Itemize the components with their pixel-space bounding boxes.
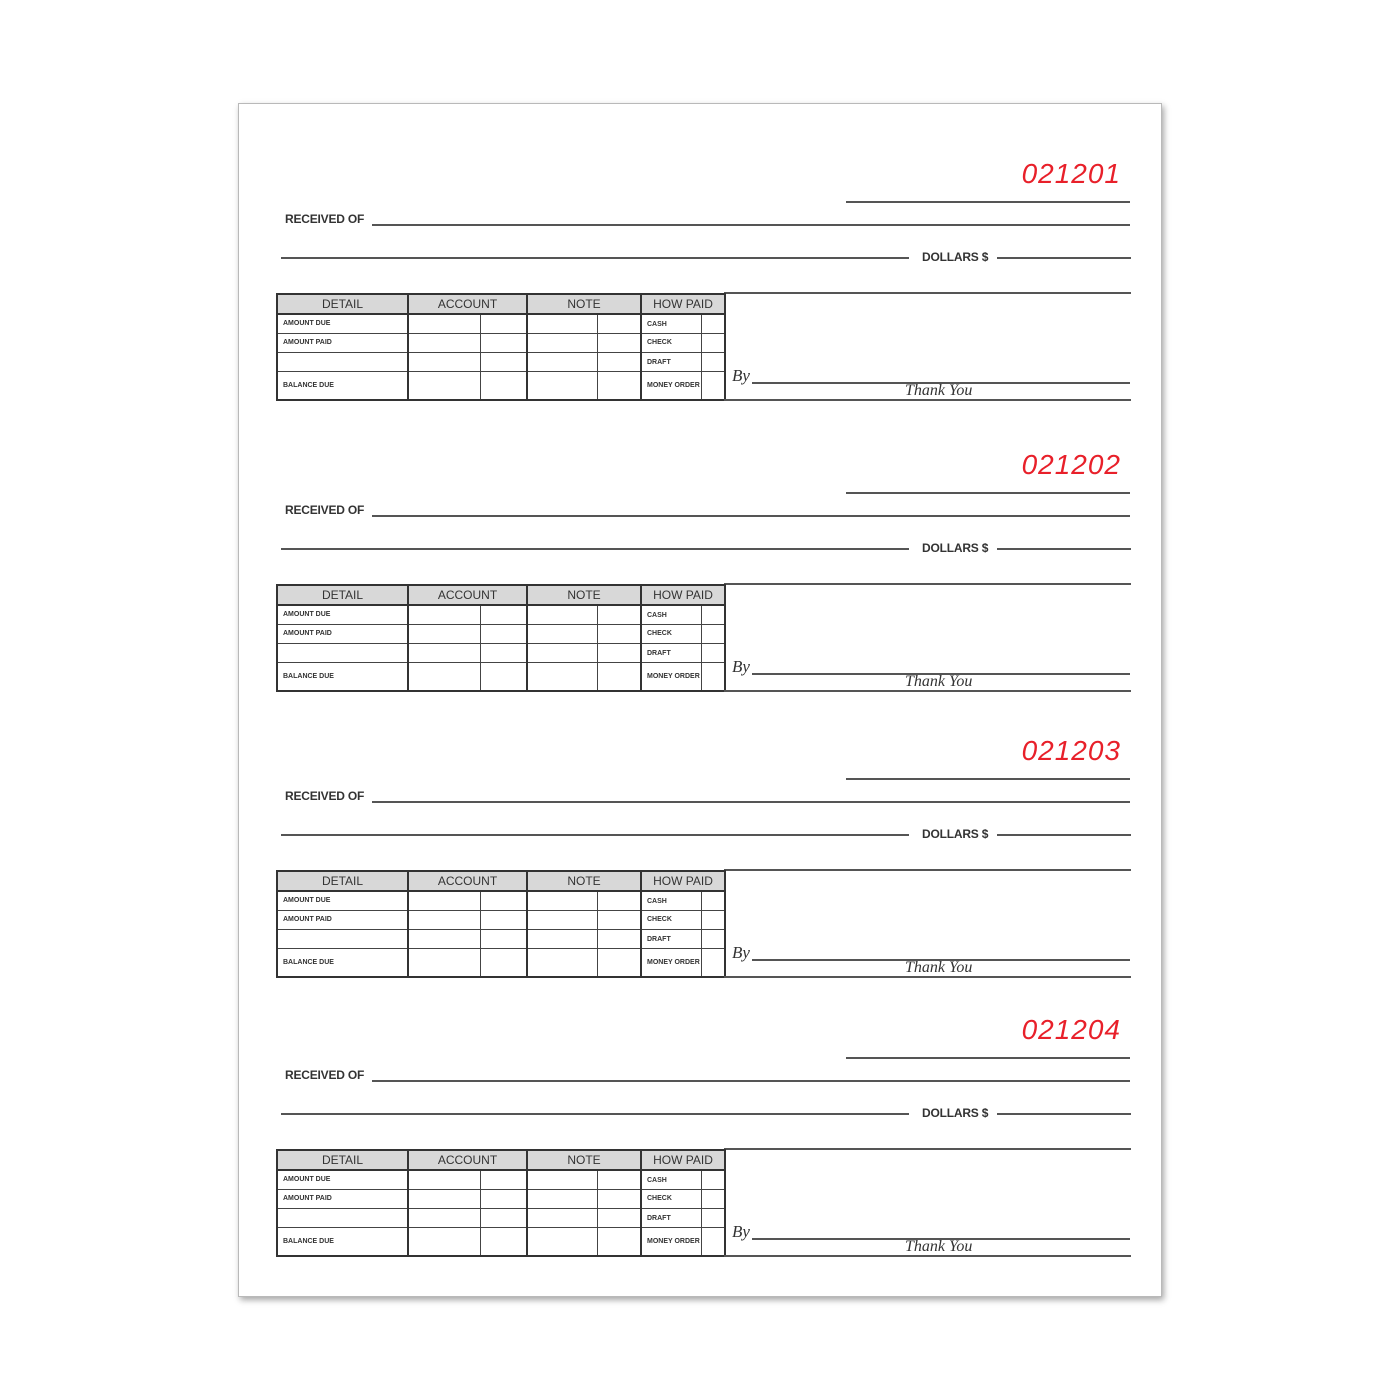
how-paid-cell[interactable]: CHECK (641, 910, 701, 929)
how-paid-check-box[interactable] (701, 1209, 725, 1228)
by-label: By (732, 657, 750, 676)
receipt (239, 681, 1161, 976)
thank-you-text: Thank You (905, 673, 973, 690)
how-paid-check-box[interactable] (701, 605, 725, 624)
receipt (239, 104, 1161, 399)
divider-line (724, 869, 1131, 871)
note-cell[interactable] (597, 605, 641, 624)
how-paid-cell[interactable]: CASH (641, 314, 701, 333)
detail-cell[interactable]: AMOUNT DUE (277, 314, 408, 333)
how-paid-check-box[interactable] (701, 930, 725, 949)
note-cell[interactable] (597, 1228, 641, 1256)
how-paid-check-box[interactable] (701, 644, 725, 663)
how-paid-cell[interactable]: CHECK (641, 624, 701, 643)
receipt-number: 021201 (1021, 158, 1121, 189)
table-row (277, 353, 725, 372)
table-header-row (277, 294, 725, 314)
detail-cell[interactable] (277, 1209, 408, 1228)
how-paid-cell[interactable]: CASH (641, 891, 701, 910)
account-cell[interactable] (480, 605, 527, 624)
how-paid-header: HOW PAID (641, 294, 725, 314)
detail-cell[interactable]: BALANCE DUE (277, 949, 408, 977)
detail-cell[interactable]: AMOUNT DUE (277, 605, 408, 624)
table-row (277, 314, 725, 333)
how-paid-header: HOW PAID (641, 1150, 725, 1170)
how-paid-check-box[interactable] (701, 333, 725, 352)
how-paid-check-box[interactable] (701, 891, 725, 910)
number-underline (846, 1057, 1130, 1059)
how-paid-check-box[interactable] (701, 624, 725, 643)
note-cell[interactable] (597, 1189, 641, 1208)
detail-cell[interactable] (277, 644, 408, 663)
how-paid-check-box[interactable] (701, 1189, 725, 1208)
how-paid-check-box[interactable] (701, 1228, 725, 1256)
how-paid-cell[interactable]: DRAFT (641, 1209, 701, 1228)
number-underline (846, 778, 1130, 780)
note-cell[interactable] (527, 333, 597, 352)
how-paid-cell[interactable]: MONEY ORDER (641, 949, 701, 977)
detail-cell[interactable]: AMOUNT PAID (277, 1189, 408, 1208)
note-cell[interactable] (597, 644, 641, 663)
divider-line (724, 583, 1131, 585)
table-header-row (277, 1150, 725, 1170)
account-cell[interactable] (480, 910, 527, 929)
note-cell[interactable] (597, 930, 641, 949)
table-row (277, 644, 725, 663)
note-cell[interactable] (597, 1209, 641, 1228)
account-header: ACCOUNT (408, 294, 527, 314)
note-cell[interactable] (527, 314, 597, 333)
how-paid-check-box[interactable] (701, 1170, 725, 1189)
note-cell[interactable] (527, 930, 597, 949)
divider-line (724, 1148, 1131, 1150)
account-cell[interactable] (408, 1228, 480, 1256)
note-cell[interactable] (527, 1228, 597, 1256)
detail-cell[interactable]: BALANCE DUE (277, 663, 408, 691)
note-cell[interactable] (527, 891, 597, 910)
detail-cell[interactable]: AMOUNT DUE (277, 1170, 408, 1189)
account-cell[interactable] (408, 1209, 480, 1228)
table-row (277, 333, 725, 352)
number-underline (846, 492, 1130, 494)
amount-words-field[interactable] (281, 834, 909, 836)
table-row (277, 1209, 725, 1228)
note-header: NOTE (527, 1150, 641, 1170)
receipt (239, 960, 1161, 1255)
how-paid-check-box[interactable] (701, 910, 725, 929)
divider-line (724, 292, 1131, 294)
table-row (277, 1170, 725, 1189)
amount-words-field[interactable] (281, 548, 909, 550)
detail-cell[interactable] (277, 353, 408, 372)
payment-table (276, 584, 726, 692)
note-cell[interactable] (527, 910, 597, 929)
amount-words-field[interactable] (281, 257, 909, 259)
account-cell[interactable] (480, 333, 527, 352)
receipt-book-page (238, 103, 1162, 1297)
account-cell[interactable] (408, 624, 480, 643)
receipt-number: 021202 (1021, 449, 1121, 480)
account-cell[interactable] (408, 605, 480, 624)
by-label: By (732, 366, 750, 385)
dollars-label: DOLLARS $ (922, 541, 989, 555)
table-row (277, 1189, 725, 1208)
account-cell[interactable] (408, 644, 480, 663)
received-of-field[interactable] (372, 224, 1130, 226)
received-of-label: RECEIVED OF (285, 789, 365, 803)
how-paid-check-box[interactable] (701, 314, 725, 333)
detail-header: DETAIL (277, 294, 408, 314)
received-of-label: RECEIVED OF (285, 212, 365, 226)
account-cell[interactable] (480, 624, 527, 643)
received-of-field[interactable] (372, 515, 1130, 517)
account-cell[interactable] (408, 1170, 480, 1189)
how-paid-cell[interactable]: MONEY ORDER (641, 663, 701, 691)
note-cell[interactable] (527, 353, 597, 372)
account-cell[interactable] (408, 1189, 480, 1208)
note-cell[interactable] (597, 333, 641, 352)
note-cell[interactable] (527, 644, 597, 663)
dollars-field[interactable] (997, 1113, 1131, 1115)
how-paid-cell[interactable]: MONEY ORDER (641, 372, 701, 400)
dollars-field[interactable] (997, 834, 1131, 836)
table-row (277, 605, 725, 624)
amount-words-field[interactable] (281, 1113, 909, 1115)
how-paid-cell[interactable]: DRAFT (641, 353, 701, 372)
receipt (239, 395, 1161, 690)
detail-header: DETAIL (277, 871, 408, 891)
dollars-label: DOLLARS $ (922, 827, 989, 841)
account-cell[interactable] (480, 314, 527, 333)
how-paid-header: HOW PAID (641, 871, 725, 891)
detail-cell[interactable]: BALANCE DUE (277, 372, 408, 400)
account-cell[interactable] (408, 891, 480, 910)
table-row (277, 1228, 725, 1256)
detail-cell[interactable]: AMOUNT PAID (277, 910, 408, 929)
how-paid-header: HOW PAID (641, 585, 725, 605)
detail-cell[interactable]: AMOUNT PAID (277, 624, 408, 643)
account-cell[interactable] (408, 930, 480, 949)
account-cell[interactable] (480, 644, 527, 663)
account-cell[interactable] (480, 1189, 527, 1208)
note-cell[interactable] (597, 891, 641, 910)
note-cell[interactable] (527, 1209, 597, 1228)
received-of-label: RECEIVED OF (285, 1068, 365, 1082)
detail-cell[interactable]: BALANCE DUE (277, 1228, 408, 1256)
receipt-number: 021204 (1021, 1014, 1121, 1045)
how-paid-cell[interactable]: MONEY ORDER (641, 1228, 701, 1256)
note-header: NOTE (527, 294, 641, 314)
detail-cell[interactable]: AMOUNT DUE (277, 891, 408, 910)
detail-header: DETAIL (277, 585, 408, 605)
note-cell[interactable] (597, 314, 641, 333)
note-cell[interactable] (597, 1170, 641, 1189)
account-cell[interactable] (480, 353, 527, 372)
how-paid-cell[interactable]: CHECK (641, 1189, 701, 1208)
table-header-row (277, 585, 725, 605)
account-cell[interactable] (480, 1170, 527, 1189)
how-paid-cell[interactable]: DRAFT (641, 930, 701, 949)
account-cell[interactable] (480, 1209, 527, 1228)
account-cell[interactable] (480, 1228, 527, 1256)
dollars-label: DOLLARS $ (922, 1106, 989, 1120)
note-cell[interactable] (597, 624, 641, 643)
thank-you-text: Thank You (905, 382, 973, 399)
note-header: NOTE (527, 871, 641, 891)
note-header: NOTE (527, 585, 641, 605)
account-cell[interactable] (408, 353, 480, 372)
how-paid-check-box[interactable] (701, 353, 725, 372)
received-of-label: RECEIVED OF (285, 503, 365, 517)
table-row (277, 624, 725, 643)
account-cell[interactable] (480, 930, 527, 949)
payment-table (276, 1149, 726, 1257)
note-cell[interactable] (597, 353, 641, 372)
table-header-row (277, 871, 725, 891)
account-cell[interactable] (408, 910, 480, 929)
table-row (277, 930, 725, 949)
note-cell[interactable] (527, 1189, 597, 1208)
by-label: By (732, 943, 750, 962)
note-cell[interactable] (527, 605, 597, 624)
detail-header: DETAIL (277, 1150, 408, 1170)
account-cell[interactable] (408, 314, 480, 333)
note-cell[interactable] (527, 624, 597, 643)
how-paid-cell[interactable]: DRAFT (641, 644, 701, 663)
dollars-field[interactable] (997, 257, 1131, 259)
how-paid-cell[interactable]: CASH (641, 605, 701, 624)
account-cell[interactable] (408, 333, 480, 352)
account-cell[interactable] (480, 891, 527, 910)
detail-cell[interactable] (277, 930, 408, 949)
note-cell[interactable] (597, 910, 641, 929)
receipt-number: 021203 (1021, 735, 1121, 766)
account-header: ACCOUNT (408, 1150, 527, 1170)
received-of-field[interactable] (372, 1080, 1130, 1082)
thank-you-text: Thank You (905, 1238, 973, 1255)
received-of-field[interactable] (372, 801, 1130, 803)
number-underline (846, 201, 1130, 203)
note-cell[interactable] (527, 1170, 597, 1189)
account-header: ACCOUNT (408, 871, 527, 891)
detail-cell[interactable]: AMOUNT PAID (277, 333, 408, 352)
table-row (277, 910, 725, 929)
account-header: ACCOUNT (408, 585, 527, 605)
dollars-label: DOLLARS $ (922, 250, 989, 264)
table-row (277, 891, 725, 910)
how-paid-cell[interactable]: CASH (641, 1170, 701, 1189)
by-label: By (732, 1222, 750, 1241)
bottom-rule (724, 1255, 1131, 1257)
thank-you-text: Thank You (905, 959, 973, 976)
dollars-field[interactable] (997, 548, 1131, 550)
payment-table (276, 293, 726, 401)
how-paid-cell[interactable]: CHECK (641, 333, 701, 352)
